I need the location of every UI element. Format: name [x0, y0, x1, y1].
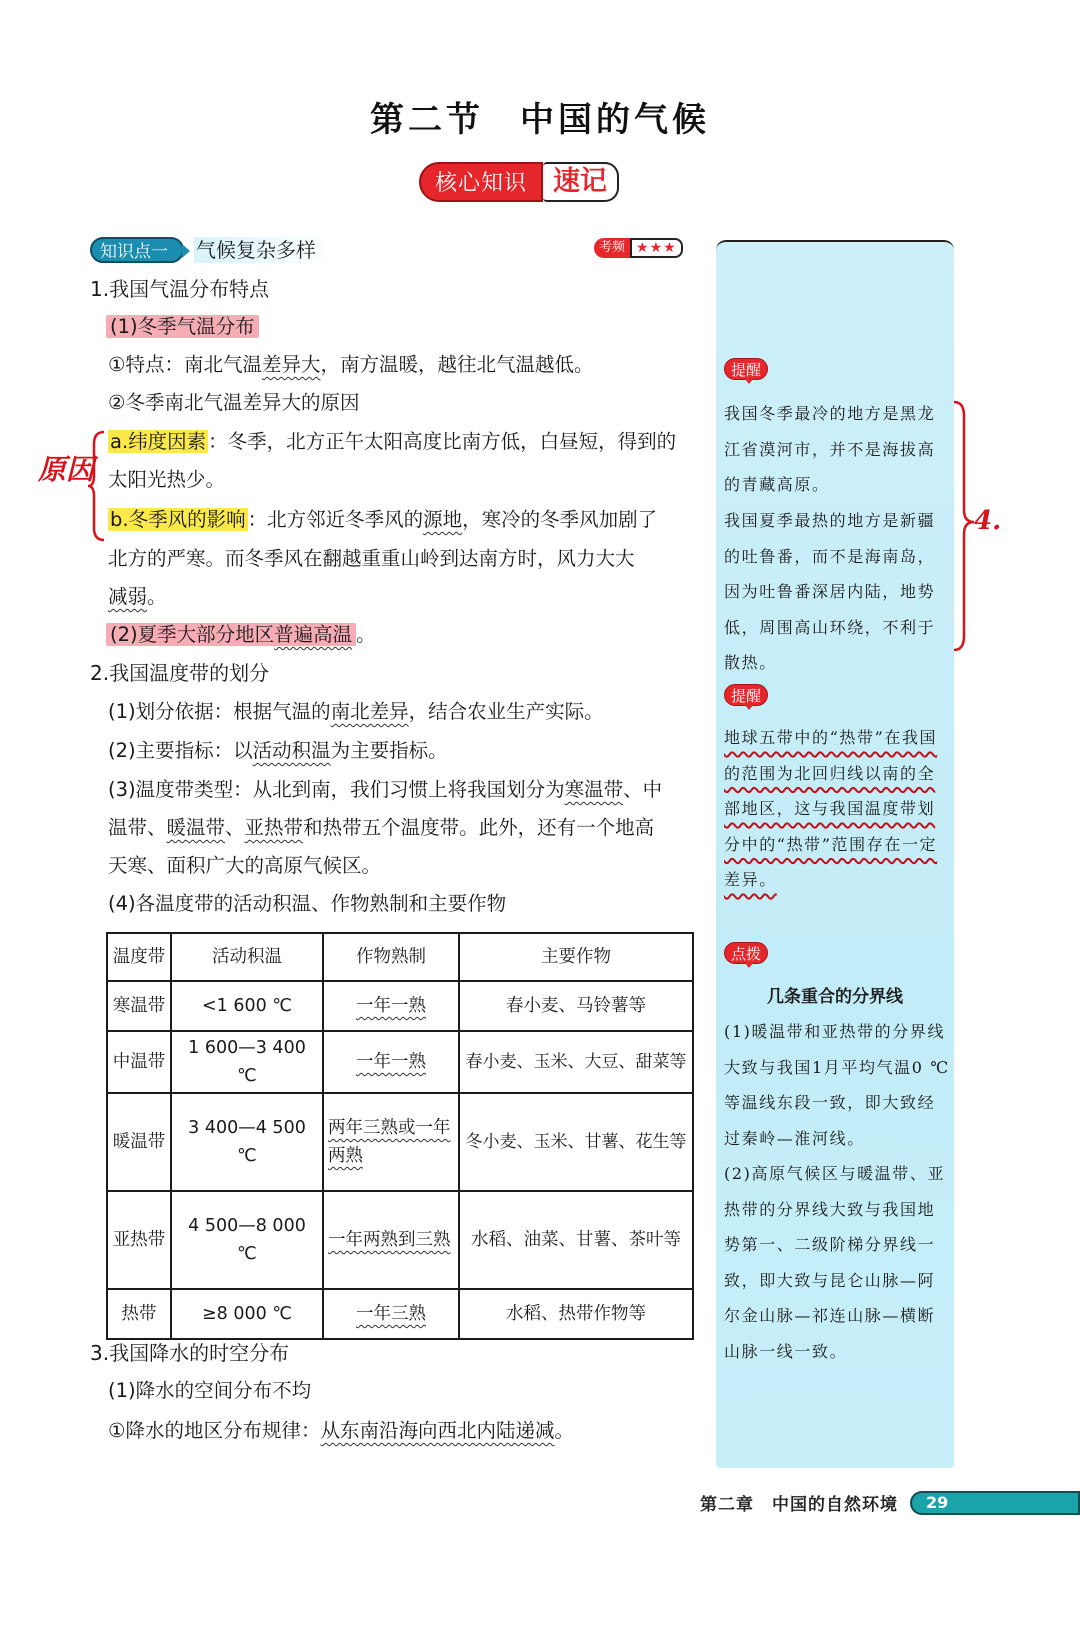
- zone-types-line-1: (3)温度带类型：从北到南，我们习惯上将我国划分为寒温带、中: [108, 778, 663, 801]
- section-2-heading: 2.我国温度带的划分: [90, 661, 270, 685]
- table-row: 中温带 1 600—3 400 ℃ 一年一熟 春小麦、玉米、大豆、甜菜等: [107, 1031, 693, 1093]
- tip-label: 提醒: [724, 358, 768, 380]
- reason-b-line-2: 北方的严寒。而冬季风在翻越重重山岭到达南方时，风力大大: [108, 547, 635, 570]
- winter-cause-heading: ②冬季南北气温差异大的原因: [108, 391, 360, 414]
- table-row: 寒温带 <1 600 ℃ 一年一熟 春小麦、马铃薯等: [107, 981, 693, 1031]
- zone-types-line-2: 温带、暖温带、亚热带和热带五个温度带。此外，还有一个地高: [108, 816, 655, 839]
- section-3-heading: 3.我国降水的时空分布: [90, 1341, 290, 1365]
- column-header: 温度带: [107, 933, 171, 981]
- page-number: 29: [910, 1491, 1080, 1515]
- column-header: 主要作物: [459, 933, 693, 981]
- table-row: 暖温带 3 400—4 500 ℃ 两年三熟或一年两熟 冬小麦、玉米、甘薯、花生等: [107, 1093, 693, 1191]
- hint-title: 几条重合的分界线: [767, 987, 903, 1007]
- reason-b-label: b.冬季风的影响: [110, 508, 246, 531]
- winter-feature-line: ①特点：南北气温差异大，南方温暖，越往北气温越低。: [108, 353, 594, 376]
- red-brace-icon: [86, 430, 108, 542]
- section-number: 第二节: [370, 100, 484, 140]
- reason-a-line-1: a.纬度因素 ：冬季，北方正午太阳高度比南方低，白昼短，得到的: [110, 430, 677, 453]
- column-header: 作物熟制: [323, 933, 459, 981]
- tip-text: 我国冬季最冷的地方是黑龙江省漠河市，并不是海拔高的青藏高原。: [724, 404, 936, 494]
- table-row: 亚热带 4 500—8 000 ℃ 一年两熟到三熟 水稻、油菜、甘薯、茶叶等: [107, 1191, 693, 1289]
- reason-b-line-3: 减弱。: [108, 585, 167, 608]
- table-header-row: [107, 933, 693, 981]
- section-1-heading: 1.我国气温分布特点: [90, 277, 270, 301]
- exam-frequency-badge: [594, 238, 683, 258]
- quick-memo-label: 速记: [543, 162, 619, 202]
- precip-spatial-heading: (1)降水的空间分布不均: [108, 1379, 312, 1402]
- tip-label: 提醒: [724, 684, 768, 706]
- winter-temp-heading: (1)冬季气温分布: [106, 312, 259, 342]
- summer-temp-line: (2)夏季大部分地区普遍高温 。: [106, 620, 376, 650]
- core-knowledge-label: 核心知识: [419, 162, 543, 202]
- knowledge-point-tag: 知识点一: [90, 237, 184, 263]
- knowledge-point-title: 气候复杂多样: [194, 237, 330, 263]
- handwritten-side-note: 4.: [974, 506, 1002, 536]
- column-header: 活动积温: [171, 933, 323, 981]
- table-row: 热带 ≥8 000 ℃ 一年三熟 水稻、热带作物等: [107, 1289, 693, 1339]
- page-footer: [700, 1490, 1080, 1515]
- section-title: 中国的气候: [520, 100, 710, 140]
- page-title: [0, 92, 1080, 141]
- zone-basis-line: (1)划分依据：根据气温的南北差异，结合农业生产实际。: [108, 700, 604, 723]
- hint-label: 点拨: [724, 942, 768, 964]
- chapter-label: 第二章 中国的自然环境: [700, 1495, 898, 1515]
- reason-a-label: a.纬度因素: [110, 430, 207, 453]
- temperature-zone-table: [106, 932, 694, 1340]
- star-rating-icon: ★★★: [630, 238, 683, 258]
- table-caption: (4)各温度带的活动积温、作物熟制和主要作物: [108, 892, 507, 915]
- reason-a-line-2: 太阳光热少。: [108, 468, 226, 491]
- knowledge-point-header: [90, 236, 330, 264]
- zone-indicator-line: (2)主要指标：以活动积温为主要指标。: [108, 739, 448, 762]
- zone-types-line-3: 天寒、面积广大的高原气候区。: [108, 854, 382, 877]
- tip-text: 地球五带中的“热带”在我国的范围为北回归线以南的全部地区，这与我国温度带划分中的“热带”范围存在一定差异。: [724, 728, 938, 889]
- tip-text: 我国夏季最热的地方是新疆的吐鲁番，而不是海南岛，因为吐鲁番深居内陆，地势低，周围高山环绕，不利于散热。: [724, 511, 936, 672]
- reason-b-line-1: b.冬季风的影响 ：北方邻近冬季风的源地，寒冷的冬季风加剧了: [110, 508, 658, 531]
- hint-text: (1)暖温带和亚热带的分界线大致与我国1月平均气温0 ℃等温线东段一致，即大致经过秦岭—淮河线。: [724, 1022, 950, 1148]
- sidebar-tips-panel: [716, 240, 954, 1468]
- frequency-label: 考频: [594, 238, 630, 258]
- hint-text: (2)高原气候区与暖温带、亚热带的分界线大致与我国地势第一、二级阶梯分界线一致，即大致与昆仑山脉—阿尔金山脉—祁连山脉—横断山脉一线一致。: [724, 1164, 946, 1361]
- core-knowledge-badge: [419, 162, 619, 202]
- precip-pattern-line: ①降水的地区分布规律：从东南沿海向西北内陆递减。: [108, 1419, 575, 1442]
- handwritten-reason-note: 原因: [38, 453, 95, 486]
